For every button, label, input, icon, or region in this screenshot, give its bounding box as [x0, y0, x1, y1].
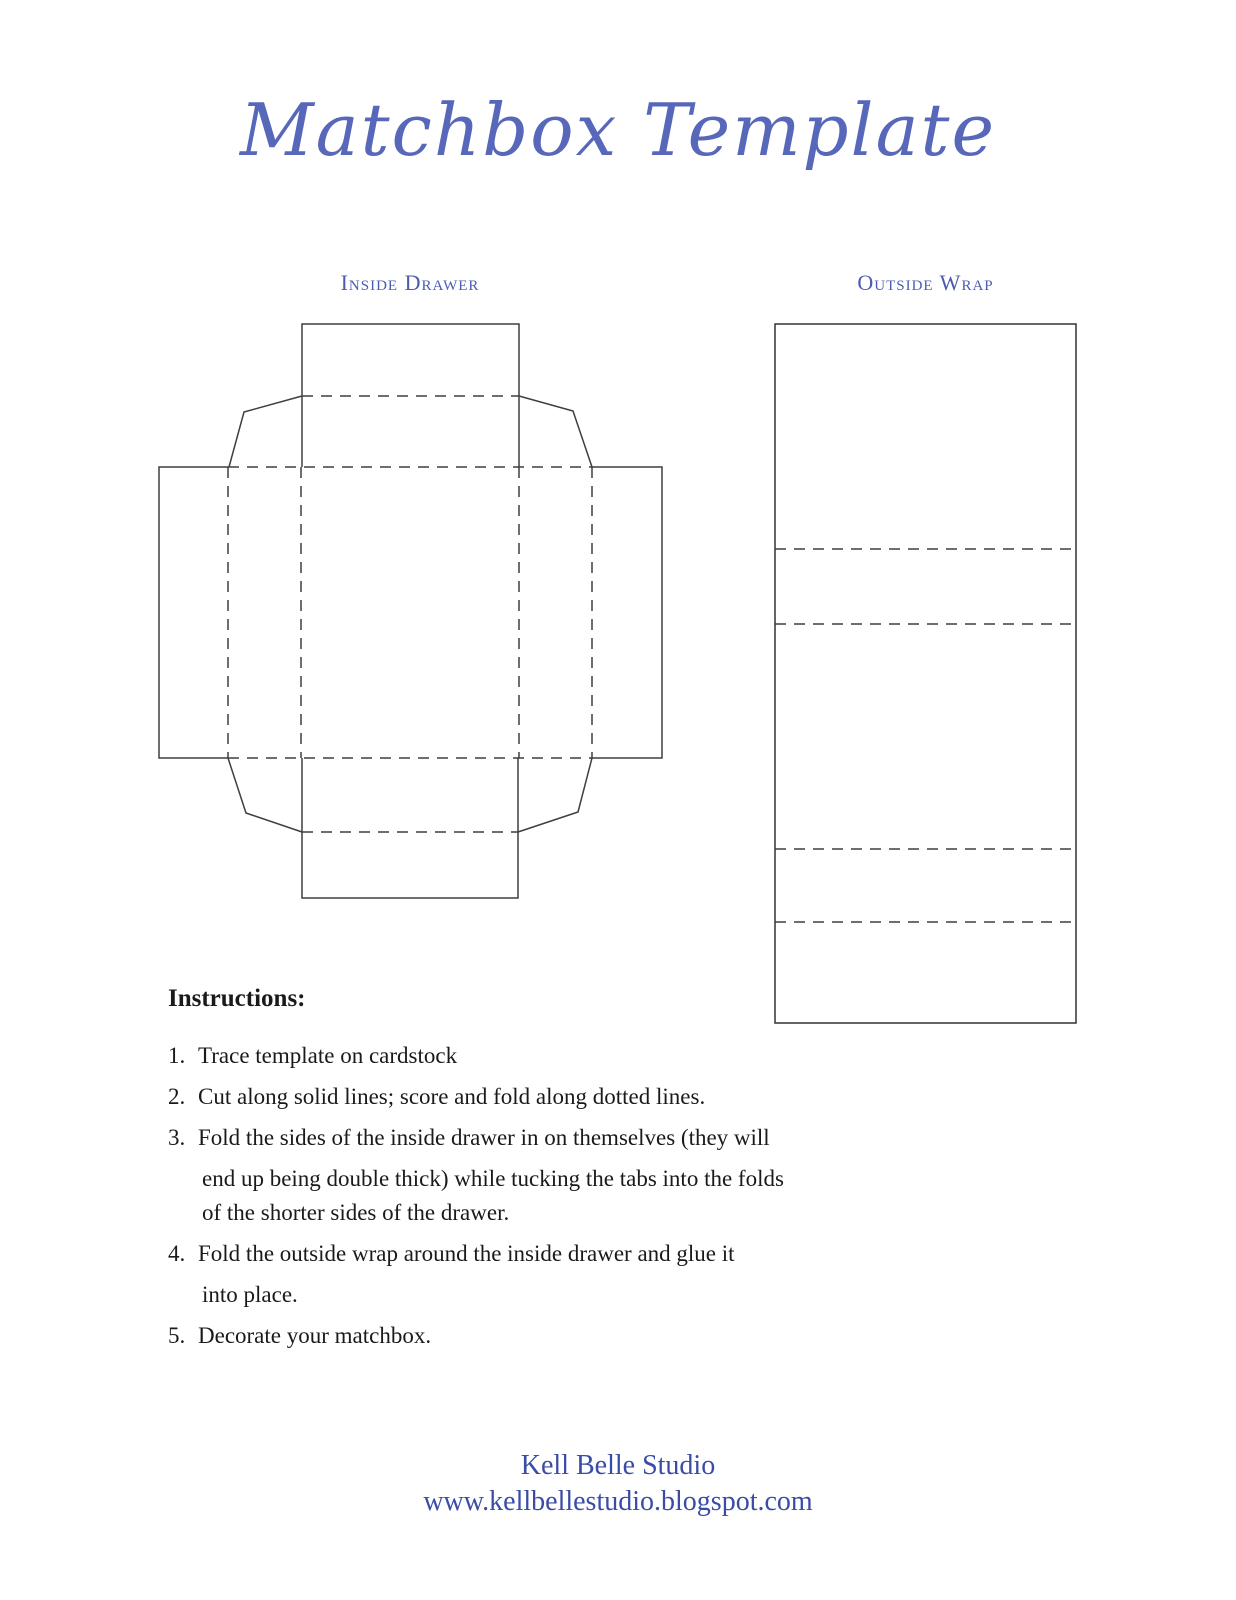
outside-wrap-label: Outside Wrap: [857, 270, 994, 295]
page-title: Matchbox Template: [239, 88, 997, 172]
instruction-step-2: [168, 1080, 848, 1114]
instruction-step-3: [168, 1121, 848, 1155]
step-number: 4.: [168, 1241, 186, 1266]
instruction-step-1: [168, 1039, 848, 1073]
instructions-section: [168, 985, 848, 1360]
step-text: Fold the outside wrap around the inside drawer and glue it: [198, 1241, 735, 1266]
cut-line-left-flap: [159, 467, 228, 758]
footer-url: www.kellbellestudio.blogspot.com: [423, 1486, 813, 1517]
instruction-step-4: [168, 1237, 848, 1271]
cut-line-tab-bottom-left: [228, 758, 302, 832]
step-text: Trace template on cardstock: [198, 1043, 458, 1068]
inside-drawer-label: Inside Drawer: [340, 270, 480, 295]
cut-line-right-flap: [592, 467, 662, 758]
step-text-continuation: into place.: [202, 1282, 298, 1307]
inside-drawer-diagram: [159, 324, 662, 898]
footer-studio-name: Kell Belle Studio: [520, 1450, 716, 1481]
step-number: 1.: [168, 1043, 186, 1068]
step-text: Decorate your matchbox.: [198, 1323, 432, 1348]
cut-line-bottom-flap: [302, 758, 518, 898]
step-text-continuation: of the shorter sides of the drawer.: [202, 1200, 510, 1225]
footer: [0, 1448, 1236, 1520]
step-number: 2.: [168, 1084, 186, 1109]
cut-line-wrap-outline: [775, 324, 1076, 1023]
instruction-step-5: [168, 1319, 848, 1353]
cut-line-top-flap: [302, 324, 519, 467]
step-number: 5.: [168, 1323, 186, 1348]
step-number: 3.: [168, 1125, 186, 1150]
step-text: Fold the sides of the inside drawer in on themselves (they will: [198, 1125, 770, 1150]
step-text: Cut along solid lines; score and fold along dotted lines.: [198, 1084, 706, 1109]
step-text-continuation: end up being double thick) while tucking the tabs into the folds: [202, 1166, 784, 1191]
cut-line-tab-top-left: [229, 396, 302, 467]
cut-line-tab-top-right: [519, 396, 592, 467]
instructions-heading: Instructions:: [168, 985, 306, 1012]
cut-line-tab-bottom-right: [518, 758, 592, 832]
outside-wrap-diagram: [775, 324, 1076, 1023]
